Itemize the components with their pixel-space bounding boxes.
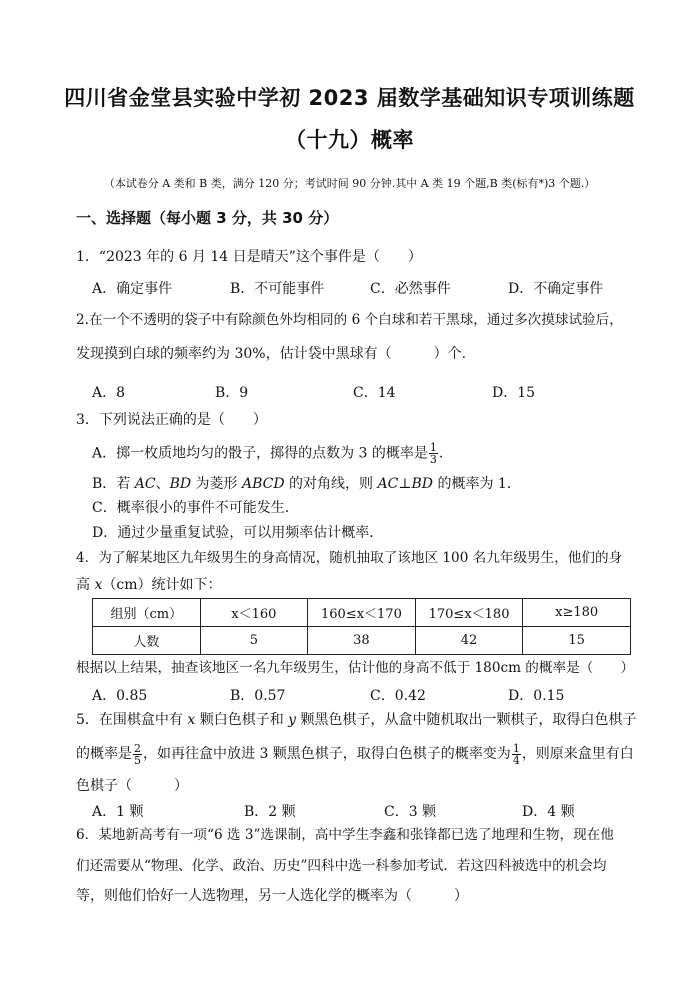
question-5-option-b: B．2 颗: [244, 804, 296, 820]
q4-line2-pre: 高: [76, 577, 95, 593]
question-4-option-b: B．0.57: [230, 688, 286, 704]
question-3-option-a-text: A．掷一枚质地均匀的骰子，掷得的点数为 3 的概率是: [92, 445, 428, 462]
segment-ac: AC: [134, 476, 156, 492]
question-2-option-c: C．14: [353, 385, 396, 401]
table-cell: 15: [523, 627, 631, 655]
height-statistics-table: [92, 598, 631, 655]
question-4-option-a: A．0.85: [92, 688, 148, 704]
question-1-option-d: D．不确定事件: [508, 281, 604, 297]
question-5-line2: [76, 741, 634, 767]
question-4-line2: [76, 575, 221, 595]
table-header-cell: x≥180: [523, 599, 631, 627]
question-1-stem: 1．“2023 年的 6 月 14 日是晴天”这个事件是（ ）: [76, 249, 422, 265]
question-5-option-c: C．3 颗: [384, 804, 437, 820]
page-title-line2: （十九）概率: [285, 128, 414, 152]
q5-text-5: ，如再往盒中放进 3 颗黑色棋子，取得白色棋子的概率变为: [143, 746, 511, 762]
question-1-option-c: C．必然事件: [370, 281, 451, 297]
table-header-cell: 170≤x＜180: [415, 599, 523, 627]
table-row: [93, 627, 631, 655]
section-heading-choice: 一、选择题（每小题 3 分，共 30 分）: [76, 209, 339, 227]
variable-x: x: [94, 577, 103, 593]
option-b-text-3: 为菱形: [191, 476, 242, 492]
table-header-cell: x＜160: [200, 599, 308, 627]
question-2-option-b: B．9: [215, 385, 249, 401]
question-2-line2: 发现摸到白球的频率约为 30%，估计袋中黑球有（ ）个.: [76, 346, 467, 362]
option-b-text-4: 的对角线，则: [284, 476, 378, 492]
q5-text-2: 颗白色棋子和: [195, 712, 289, 728]
question-4-option-c: C．0.42: [370, 688, 426, 704]
question-5-line1: [76, 710, 637, 730]
table-cell: 5: [200, 627, 308, 655]
question-1-option-b: B．不可能事件: [230, 281, 325, 297]
fraction-numerator: 1: [429, 441, 437, 454]
option-b-text-2: 、: [155, 476, 170, 492]
table-cell: 人数: [93, 627, 201, 655]
question-3-stem: 3．下列说法正确的是（ ）: [76, 412, 267, 428]
question-5-option-a: A．1 颗: [92, 804, 144, 820]
question-1-option-a: A．确定事件: [92, 281, 173, 297]
table-header-cell: 组别（cm）: [93, 599, 201, 627]
q5-text-6: ，则原来盒里有白: [521, 746, 634, 762]
option-b-text-5: 的概率为 1．: [433, 476, 521, 492]
question-3-option-a: [92, 442, 443, 465]
q4-line2-post: （cm）统计如下：: [102, 577, 222, 593]
question-2-option-d: D．15: [492, 385, 536, 401]
fraction-one-third: [429, 442, 438, 465]
exam-note: （本试卷分 A 类和 B 类，满分 120 分；考试时间 90 分钟.其中 A 类 19 个题,B 类(标有*)3 个题.）: [103, 177, 596, 190]
question-3-option-b: [92, 474, 521, 494]
fraction-denominator: 5: [134, 753, 141, 767]
variable-x: x: [187, 712, 196, 728]
question-3-option-d: D．通过少量重复试验，可以用频率估计概率．: [92, 525, 384, 541]
question-5-option-d: D．4 颗: [522, 804, 575, 820]
question-2-line1: 2.在一个不透明的袋子中有除颜色外均相同的 6 个白球和若干黑球，通过多次摸球试验后，: [76, 312, 623, 328]
table-cell: 42: [415, 627, 523, 655]
question-4-option-d: D．0.15: [508, 688, 565, 704]
q5-text-4: 的概率是: [76, 746, 132, 762]
variable-y: y: [288, 712, 297, 728]
question-5-line3: 色棋子（ ）: [76, 778, 188, 794]
q5-text-3: 颗黑色棋子，从盒中随机取出一颗棋子，取得白色棋子: [296, 712, 637, 728]
page-title-line1: 四川省金堂县实验中学初 2023 届数学基础知识专项训练题: [64, 86, 635, 110]
question-3-option-a-end: .: [438, 445, 444, 462]
question-6-line2: 们还需要从“物理、化学、政治、历史”四科中选一科参加考试．若这四科被选中的机会均: [76, 858, 607, 874]
table-header-cell: 160≤x＜170: [308, 599, 416, 627]
q5-text-1: 5．在围棋盒中有: [76, 712, 188, 728]
fraction-denominator: 4: [512, 753, 520, 767]
perpendicular-relation: AC⊥BD: [377, 476, 434, 492]
question-2-option-a: A．8: [92, 385, 126, 401]
fraction-numerator: 2: [134, 741, 141, 755]
question-4-line1: 4．为了解某地区九年级男生的身高情况，随机抽取了该地区 100 名九年级男生，他们的身: [76, 550, 623, 566]
rhombus-abcd: ABCD: [242, 476, 285, 492]
option-b-text-1: B．若: [92, 476, 135, 492]
fraction-two-fifths: [133, 743, 142, 766]
table-cell: 38: [308, 627, 416, 655]
question-6-line1: 6．某地新高考有一项“6 选 3”选课制，高中学生李鑫和张锋都已选了地理和生物，现在他: [76, 827, 614, 843]
question-4-line3: 根据以上结果，抽查该地区一名九年级男生，估计他的身高不低于 180cm 的概率是（ ）: [76, 660, 635, 676]
question-3-option-c: C．概率很小的事件不可能发生．: [92, 500, 299, 516]
segment-bd: BD: [169, 476, 192, 492]
table-header-row: [93, 599, 631, 627]
fraction-one-fourth: [512, 743, 521, 766]
fraction-numerator: 1: [512, 741, 520, 755]
question-6-line3: 等，则他们恰好一人选物理，另一人选化学的概率为（ ）: [76, 888, 468, 904]
fraction-denominator: 3: [429, 453, 437, 466]
